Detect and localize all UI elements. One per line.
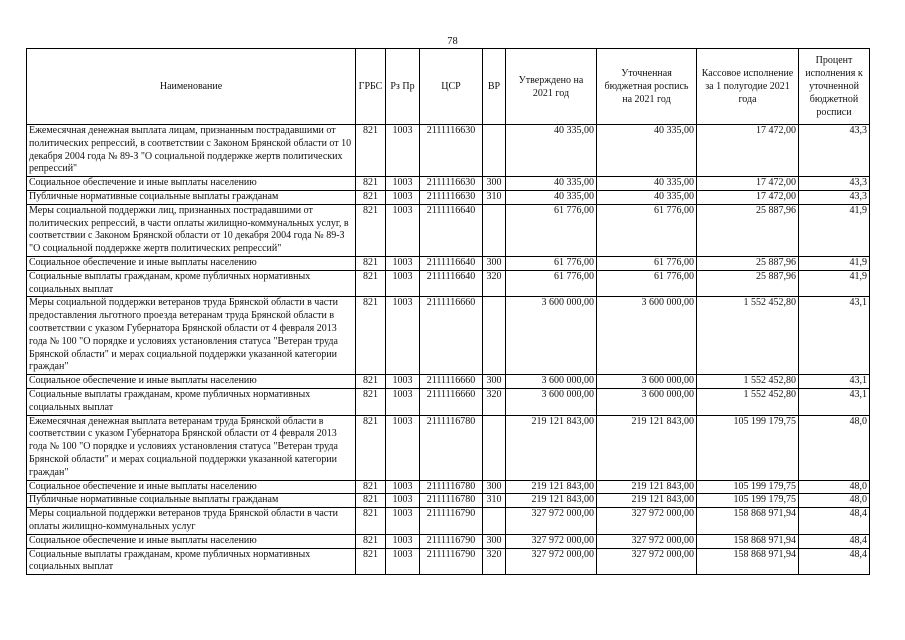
table-row [27,256,870,270]
cell-percent: 48,4 [799,548,870,575]
table-row [27,204,870,256]
cell-grbs: 821 [356,548,386,575]
cell-cash: 158 868 971,94 [697,548,799,575]
cell-csr: 2111116790 [420,534,483,548]
cell-name: Социальное обеспечение и иные выплаты населению [27,375,356,389]
cell-cash: 158 868 971,94 [697,508,799,535]
cell-name: Меры социальной поддержки ветеранов труда Брянской области в части оплаты жилищно-коммунальных услуг [27,508,356,535]
table-row [27,177,870,191]
cell-cash: 17 472,00 [697,125,799,177]
header-name: Наименование [27,49,356,125]
cell-revised: 327 972 000,00 [597,548,697,575]
cell-percent: 41,9 [799,270,870,297]
cell-grbs: 821 [356,177,386,191]
cell-rzpr: 1003 [386,548,420,575]
cell-cash: 25 887,96 [697,204,799,256]
cell-vr: 300 [483,375,506,389]
cell-approved: 3 600 000,00 [506,297,597,375]
header-vr: ВР [483,49,506,125]
cell-name: Социальное обеспечение и иные выплаты населению [27,177,356,191]
cell-revised: 3 600 000,00 [597,297,697,375]
cell-name: Меры социальной поддержки ветеранов труда Брянской области в части предоставления льготного проезда ветеранам труда Брянской области в соответствии с указом Губернатора Брянской области от 4 февраля 2013 года № 100 "О порядке и условиях установления статуса "Ветеран труда Брянской области" и мерах социальной поддержки указанной категории граждан" [27,297,356,375]
table-row [27,548,870,575]
cell-revised: 3 600 000,00 [597,388,697,415]
cell-revised: 40 335,00 [597,190,697,204]
cell-cash: 158 868 971,94 [697,534,799,548]
cell-vr: 300 [483,256,506,270]
cell-rzpr: 1003 [386,375,420,389]
header-row [27,49,870,125]
cell-grbs: 821 [356,534,386,548]
cell-grbs: 821 [356,204,386,256]
cell-name: Социальное обеспечение и иные выплаты населению [27,480,356,494]
cell-name: Социальные выплаты гражданам, кроме публичных нормативных социальных выплат [27,548,356,575]
cell-grbs: 821 [356,270,386,297]
cell-rzpr: 1003 [386,190,420,204]
cell-csr: 2111116790 [420,548,483,575]
cell-grbs: 821 [356,480,386,494]
cell-vr: 320 [483,270,506,297]
cell-vr [483,415,506,480]
table-row [27,508,870,535]
cell-rzpr: 1003 [386,534,420,548]
cell-grbs: 821 [356,190,386,204]
cell-csr: 2111116640 [420,256,483,270]
cell-csr: 2111116660 [420,388,483,415]
cell-rzpr: 1003 [386,270,420,297]
cell-cash: 105 199 179,75 [697,480,799,494]
table-row [27,375,870,389]
cell-rzpr: 1003 [386,508,420,535]
table-row [27,494,870,508]
page-number: 78 [447,36,458,47]
table-row [27,534,870,548]
cell-revised: 40 335,00 [597,125,697,177]
cell-rzpr: 1003 [386,125,420,177]
cell-vr: 320 [483,548,506,575]
cell-csr: 2111116630 [420,125,483,177]
cell-grbs: 821 [356,256,386,270]
cell-grbs: 821 [356,375,386,389]
cell-rzpr: 1003 [386,388,420,415]
cell-grbs: 821 [356,494,386,508]
header-revised: Уточненная бюджетная роспись на 2021 год [597,49,697,125]
cell-name: Публичные нормативные социальные выплаты гражданам [27,494,356,508]
cell-revised: 327 972 000,00 [597,534,697,548]
cell-percent: 41,9 [799,204,870,256]
cell-percent: 48,0 [799,415,870,480]
cell-rzpr: 1003 [386,480,420,494]
cell-grbs: 821 [356,508,386,535]
cell-percent: 48,0 [799,480,870,494]
cell-vr [483,297,506,375]
cell-cash: 25 887,96 [697,256,799,270]
cell-name: Ежемесячная денежная выплата ветеранам труда Брянской области в соответствии с указом Губернатора Брянской области от 4 февраля 2013 года № 100 "О порядке и условиях установления статуса "Ветеран труда Брянской области" и мерах социальной поддержки указанной категории граждан" [27,415,356,480]
cell-vr: 310 [483,190,506,204]
cell-approved: 219 121 843,00 [506,494,597,508]
cell-approved: 3 600 000,00 [506,388,597,415]
cell-cash: 1 552 452,80 [697,388,799,415]
cell-grbs: 821 [356,415,386,480]
cell-name: Ежемесячная денежная выплата лицам, признанным пострадавшими от политических репрессий, в соответствии с Законом Брянской области от 10 декабря 2004 года № 89-З "О социальной поддержке жертв политических репрессий" [27,125,356,177]
header-percent: Процент исполнения к уточненной бюджетной росписи [799,49,870,125]
cell-revised: 219 121 843,00 [597,480,697,494]
budget-table [26,48,870,575]
header-cash: Кассовое исполнение за 1 полугодие 2021 года [697,49,799,125]
cell-csr: 2111116660 [420,375,483,389]
header-rzpr: Рз Пр [386,49,420,125]
cell-grbs: 821 [356,388,386,415]
cell-csr: 2111116780 [420,415,483,480]
cell-approved: 40 335,00 [506,190,597,204]
cell-vr: 300 [483,534,506,548]
cell-percent: 43,3 [799,190,870,204]
cell-revised: 3 600 000,00 [597,375,697,389]
cell-vr: 300 [483,177,506,191]
cell-approved: 40 335,00 [506,125,597,177]
table-row [27,415,870,480]
cell-vr: 300 [483,480,506,494]
cell-approved: 61 776,00 [506,270,597,297]
cell-approved: 219 121 843,00 [506,480,597,494]
cell-cash: 105 199 179,75 [697,494,799,508]
cell-csr: 2111116630 [420,177,483,191]
cell-percent: 43,1 [799,388,870,415]
cell-cash: 25 887,96 [697,270,799,297]
cell-percent: 48,4 [799,508,870,535]
header-csr: ЦСР [420,49,483,125]
cell-percent: 48,0 [799,494,870,508]
cell-csr: 2111116780 [420,480,483,494]
cell-vr: 320 [483,388,506,415]
cell-rzpr: 1003 [386,256,420,270]
cell-name: Социальное обеспечение и иные выплаты населению [27,534,356,548]
table-row [27,270,870,297]
cell-revised: 219 121 843,00 [597,494,697,508]
table-row [27,125,870,177]
cell-vr [483,204,506,256]
table-row [27,190,870,204]
cell-name: Социальные выплаты гражданам, кроме публичных нормативных социальных выплат [27,388,356,415]
cell-percent: 41,9 [799,256,870,270]
cell-cash: 17 472,00 [697,190,799,204]
cell-revised: 40 335,00 [597,177,697,191]
cell-percent: 48,4 [799,534,870,548]
cell-approved: 40 335,00 [506,177,597,191]
cell-approved: 3 600 000,00 [506,375,597,389]
cell-rzpr: 1003 [386,204,420,256]
cell-cash: 105 199 179,75 [697,415,799,480]
cell-approved: 327 972 000,00 [506,508,597,535]
cell-approved: 327 972 000,00 [506,548,597,575]
cell-percent: 43,1 [799,297,870,375]
cell-name: Публичные нормативные социальные выплаты гражданам [27,190,356,204]
cell-name: Социальные выплаты гражданам, кроме публичных нормативных социальных выплат [27,270,356,297]
cell-csr: 2111116780 [420,494,483,508]
cell-grbs: 821 [356,297,386,375]
cell-rzpr: 1003 [386,494,420,508]
cell-revised: 61 776,00 [597,270,697,297]
cell-vr [483,125,506,177]
cell-approved: 61 776,00 [506,204,597,256]
cell-csr: 2111116640 [420,204,483,256]
cell-approved: 61 776,00 [506,256,597,270]
cell-csr: 2111116660 [420,297,483,375]
header-grbs: ГРБС [356,49,386,125]
cell-revised: 61 776,00 [597,204,697,256]
cell-name: Меры социальной поддержки лиц, признанных пострадавшими от политических репрессий, в части оплаты жилищно-коммунальных услуг, в соответствии с Законом Брянской области от 10 декабря 2004 года № 89-З "О социальной поддержке жертв политических репрессий" [27,204,356,256]
cell-rzpr: 1003 [386,415,420,480]
cell-name: Социальное обеспечение и иные выплаты населению [27,256,356,270]
table-row [27,388,870,415]
cell-cash: 1 552 452,80 [697,375,799,389]
cell-revised: 219 121 843,00 [597,415,697,480]
table-row [27,297,870,375]
header-approved: Утверждено на 2021 год [506,49,597,125]
table-row [27,480,870,494]
cell-grbs: 821 [356,125,386,177]
cell-vr [483,508,506,535]
cell-csr: 2111116790 [420,508,483,535]
cell-cash: 17 472,00 [697,177,799,191]
cell-percent: 43,1 [799,375,870,389]
cell-vr: 310 [483,494,506,508]
cell-approved: 327 972 000,00 [506,534,597,548]
cell-approved: 219 121 843,00 [506,415,597,480]
cell-revised: 327 972 000,00 [597,508,697,535]
cell-percent: 43,3 [799,125,870,177]
cell-csr: 2111116640 [420,270,483,297]
cell-cash: 1 552 452,80 [697,297,799,375]
cell-revised: 61 776,00 [597,256,697,270]
cell-rzpr: 1003 [386,297,420,375]
cell-csr: 2111116630 [420,190,483,204]
cell-rzpr: 1003 [386,177,420,191]
cell-percent: 43,3 [799,177,870,191]
